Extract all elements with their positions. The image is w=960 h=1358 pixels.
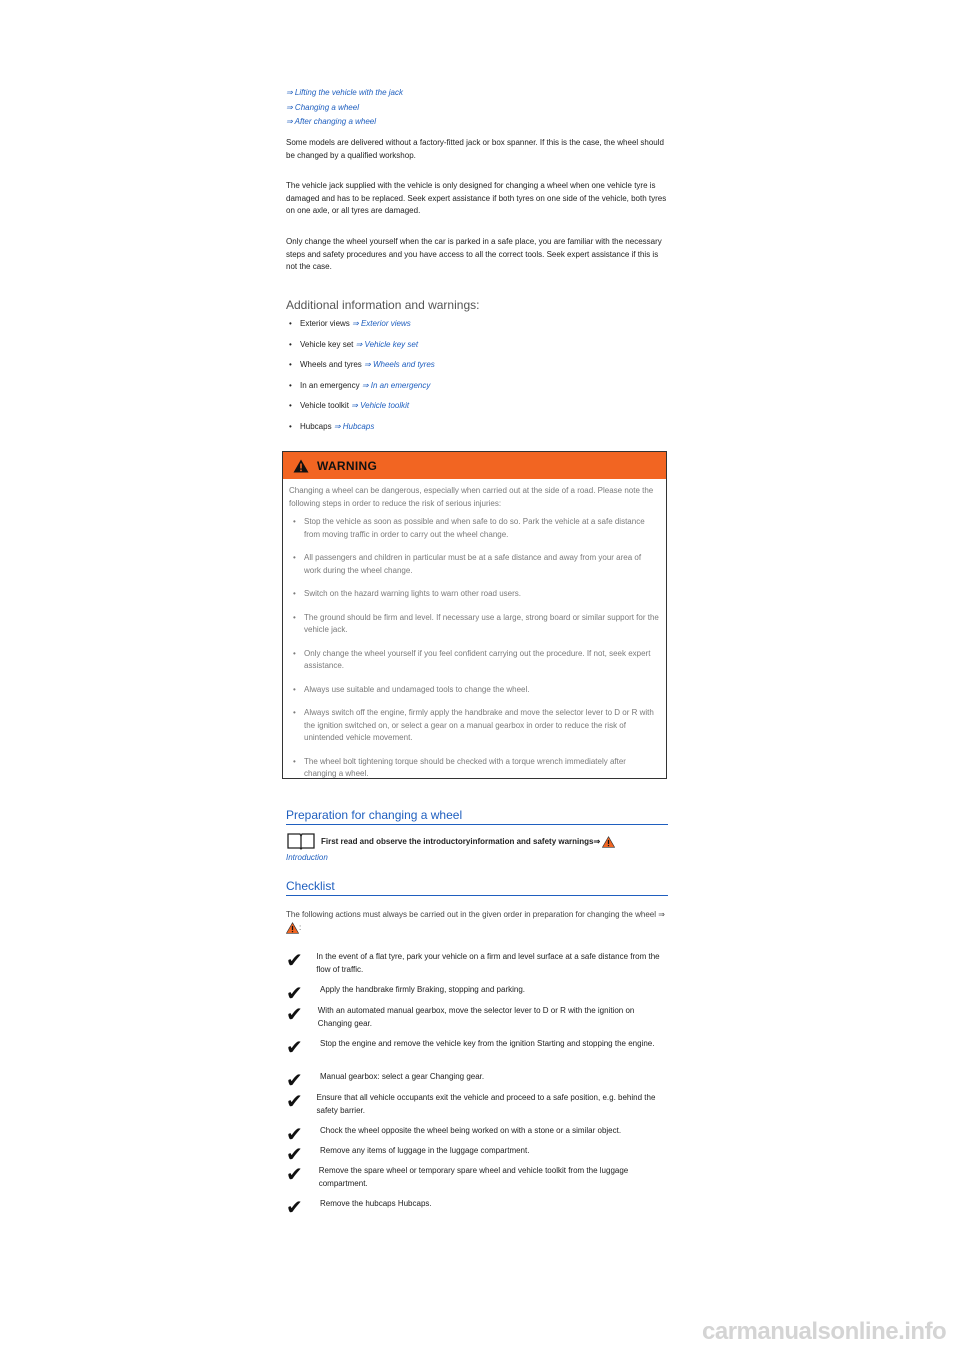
checkmark-icon: ✔ — [286, 1144, 303, 1166]
warning-item: • The wheel bolt tightening torque should be checked with a torque wrench immediately after changing a wheel. — [289, 756, 660, 781]
checklist-intro-text: The following actions must always be carried out in the given order in preparation for changing the wheel ⇒ — [286, 910, 665, 919]
checklist-item — [286, 984, 666, 1004]
checklist-item-text: Stop the engine and remove the vehicle key from the ignition Starting and stopping the engine. — [320, 1039, 655, 1048]
checkmark-icon: ✔ — [286, 1164, 303, 1186]
item-label: Hubcaps — [300, 421, 332, 431]
item-link[interactable]: ⇒ Vehicle toolkit — [351, 401, 410, 410]
additional-list — [286, 319, 668, 432]
item-link[interactable]: ⇒ Exterior views — [352, 319, 411, 328]
checklist-item — [286, 1038, 666, 1058]
checklist-title: Checklist — [286, 879, 668, 896]
warning-item: • The ground should be firm and level. If necessary use a large, strong board or similar support for the vehicle jack. — [289, 612, 660, 637]
additional-heading: Additional information and warnings: — [286, 298, 480, 312]
item-label: Wheels and tyres — [300, 360, 362, 369]
checklist-item-text: Chock the wheel opposite the wheel being worked on with a stone or a similar object. — [320, 1126, 622, 1135]
checklist-item-text: Manual gearbox: select a gear Changing gear. — [320, 1072, 485, 1081]
item-label: Vehicle toolkit — [300, 401, 349, 410]
item-label: Vehicle key set — [300, 339, 354, 349]
checklist-item-text: With an automated manual gearbox, move the selector lever to D or R with the ignition on Changing gear. — [317, 1006, 635, 1028]
paragraph-1: Some models are delivered without a factory-fitted jack or box spanner. If this is the case, the wheel should be changed by a qualified workshop. — [286, 138, 664, 160]
item-link[interactable]: ⇒ Hubcaps — [333, 421, 375, 431]
checklist-item — [286, 1145, 666, 1165]
checkmark-icon: ✔ — [286, 950, 303, 972]
prep-notice-text: First read and observe the introductoryinformation and safety warnings⇒ — [321, 837, 601, 847]
warning-triangle-icon — [293, 459, 309, 473]
warning-body — [283, 479, 666, 781]
checklist-item — [286, 1198, 666, 1218]
checklist-intro — [286, 909, 668, 934]
prep-title: Preparation for changing a wheel — [286, 808, 668, 825]
list-item — [286, 422, 668, 432]
warning-intro: Changing a wheel can be dangerous, especially when carried out at the side of a road. Please note the following steps in order to reduce the risk of serious injuries: — [289, 486, 654, 508]
warning-title: WARNING — [317, 458, 378, 473]
item-link[interactable]: ⇒ Wheels and tyres — [364, 360, 435, 369]
paragraph-2: The vehicle jack supplied with the vehicle is only designed for changing a wheel when one vehicle tyre is damaged and has to be replaced. Seek expert assistance if both tyres on one side of the vehicle, both tyres on one axle, or all tyres are damaged. — [286, 181, 667, 215]
nav-links — [286, 86, 668, 130]
checklist-intro-end: : — [299, 922, 302, 932]
list-item — [286, 360, 668, 370]
list-item — [286, 319, 668, 329]
paragraph-3: Only change the wheel yourself when the car is parked in a safe place, you are familiar with the necessary steps and safety procedures and you have access to all the correct tools. Seek expert assistance if this is not the case. — [286, 237, 662, 271]
list-item — [286, 340, 668, 350]
checkmark-icon: ✔ — [286, 1091, 303, 1113]
checklist-item — [286, 1092, 666, 1117]
checklist-item-text: Ensure that all vehicle occupants exit the vehicle and proceed to a safe position, e.g. behind the safety barrier. — [316, 1093, 656, 1115]
nav-link-lifting[interactable]: ⇒ Lifting the vehicle with the jack — [286, 88, 403, 97]
warning-item: • Always switch off the engine, firmly apply the handbrake and move the selector lever to D or R with the ignition switched on, or select a gear on a manual gearbox in order to reduce the risk of unintended vehicle movement. — [289, 707, 660, 745]
item-link[interactable]: ⇒ In an emergency — [361, 380, 431, 390]
checklist-item-text: Remove the hubcaps Hubcaps. — [320, 1199, 432, 1208]
checklist-item — [286, 951, 666, 976]
list-item — [286, 381, 668, 391]
watermark: carmanualsonline.info — [702, 1318, 947, 1345]
warning-item: • Stop the vehicle as soon as possible and when safe to do so. Park the vehicle at a safe distance from moving traffic in order to carry out the wheel change. — [289, 516, 660, 541]
checkmark-icon: ✔ — [286, 983, 303, 1005]
warning-box — [282, 451, 667, 779]
checklist-item-text: Remove any items of luggage in the luggage compartment. — [320, 1146, 530, 1155]
prep-notice — [286, 832, 668, 850]
checklist-item-text: Apply the handbrake firmly Braking, stopping and parking. — [320, 985, 526, 994]
checklist-item — [286, 1125, 666, 1145]
warning-item: • Always use suitable and undamaged tools to change the wheel. — [289, 684, 660, 697]
item-label: Exterior views — [300, 319, 350, 328]
prep-notice-link[interactable]: Introduction — [286, 853, 328, 862]
warning-item: • Switch on the hazard warning lights to warn other road users. — [289, 588, 660, 601]
item-link[interactable]: ⇒ Vehicle key set — [355, 339, 419, 349]
nav-link-after[interactable]: ⇒ After changing a wheel — [286, 117, 377, 126]
warning-triangle-icon — [602, 836, 615, 848]
warning-item: • Only change the wheel yourself if you feel confident carrying out the procedure. If not, seek expert assistance. — [289, 648, 660, 673]
warning-triangle-icon — [286, 922, 302, 934]
checkmark-icon: ✔ — [286, 1004, 303, 1026]
checklist-item — [286, 1071, 666, 1091]
item-label: In an emergency — [300, 380, 360, 390]
checkmark-icon: ✔ — [286, 1070, 303, 1092]
checklist-item-text: In the event of a flat tyre, park your vehicle on a firm and level surface at a safe distance from the flow of traffic. — [316, 952, 660, 974]
warning-list — [289, 516, 660, 781]
checkmark-icon: ✔ — [286, 1124, 303, 1146]
checklist-item — [286, 1005, 666, 1030]
checklist-item — [286, 1165, 666, 1190]
checkmark-icon: ✔ — [286, 1197, 303, 1219]
list-item — [286, 401, 668, 411]
checklist-item-text: Remove the spare wheel or temporary spare wheel and vehicle toolkit from the luggage compartment. — [318, 1166, 629, 1188]
nav-link-changing[interactable]: ⇒ Changing a wheel — [286, 102, 359, 112]
warning-header — [283, 452, 666, 479]
checkmark-icon: ✔ — [286, 1037, 303, 1059]
warning-item: • All passengers and children in particular must be at a safe distance and away from your area of work during the wheel change. — [289, 552, 660, 577]
book-icon — [286, 832, 316, 850]
